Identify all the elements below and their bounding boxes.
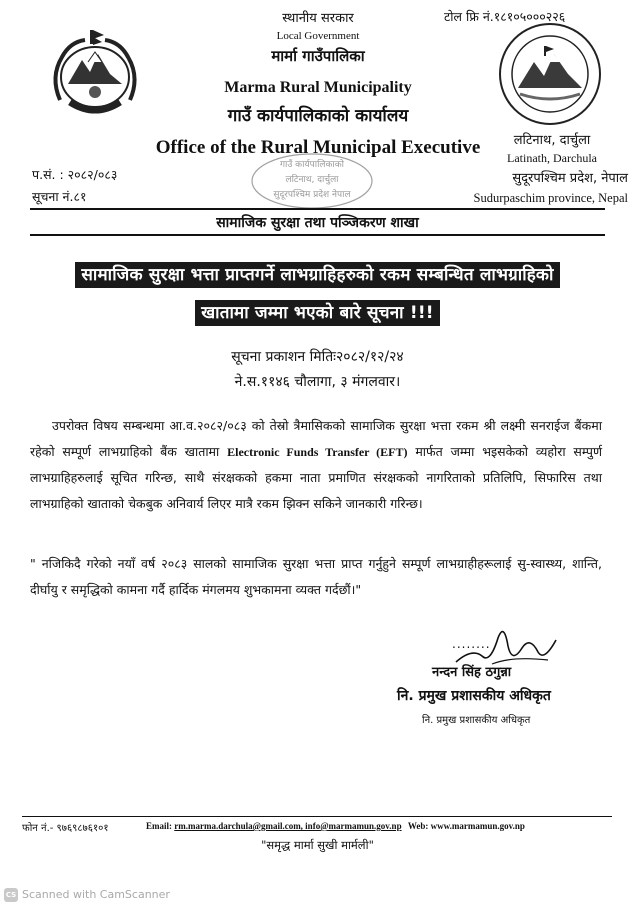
footer-contacts bbox=[146, 821, 525, 831]
section-name: सामाजिक सुरक्षा तथा पञ्जिकरण शाखा bbox=[216, 215, 419, 231]
signatory-name: नन्दन सिंह ठगुन्ना bbox=[432, 665, 512, 680]
notice-number: सूचना नं.८१ bbox=[32, 189, 87, 204]
province-np: सुदूरपश्चिम प्रदेश, नेपाल bbox=[512, 171, 628, 186]
reference-number: प.सं. : २०८२/०८३ bbox=[32, 167, 118, 182]
camscanner-logo bbox=[4, 888, 18, 902]
municipality-name-np: मार्मा गाउँपालिका bbox=[271, 47, 365, 65]
signatory-title-stamp: नि. प्रमुख प्रशासकीय अधिकृत bbox=[422, 715, 531, 726]
notice-title-line-1-wrap bbox=[0, 262, 635, 285]
notice-paragraph-1 bbox=[30, 413, 602, 517]
stamp-line-1: गाउँ कार्यपालिकाको bbox=[279, 160, 345, 170]
camscanner-label: Scanned with CamScanner bbox=[22, 888, 170, 901]
notice-title-line-1: सामाजिक सुरक्षा भत्ता प्राप्तगर्ने लाभग्राहिहरुको रकम सम्बन्धित लाभग्राहिको bbox=[75, 262, 559, 288]
office-name-np: गाउँ कार्यपालिकाको कार्यालय bbox=[227, 106, 409, 126]
municipality-seal-logo bbox=[498, 22, 602, 126]
local-government-np: स्थानीय सरकार bbox=[282, 11, 354, 26]
nepal-emblem-logo bbox=[40, 22, 150, 132]
footer-web-label: Web: bbox=[407, 821, 429, 831]
notice-title-line-2-wrap bbox=[0, 300, 635, 323]
toll-free-number: टोल फ्रि नं.१८१०५०००२२६ bbox=[444, 9, 566, 24]
footer-divider bbox=[22, 816, 612, 817]
camscanner-logo-text: CS bbox=[5, 891, 17, 899]
footer-website[interactable]: www.marmamun.gov.np bbox=[430, 821, 525, 831]
province-en: Sudurpaschim province, Nepal bbox=[473, 191, 628, 205]
eft-label: Electronic Funds Transfer (EFT) bbox=[227, 445, 408, 459]
office-stamp bbox=[250, 152, 374, 210]
notice-title-line-2: खातामा जम्मा भएको बारे सूचना !!! bbox=[195, 300, 440, 326]
location-en: Latinath, Darchula bbox=[507, 151, 597, 165]
stamp-line-2: लटिनाथ, दार्चुला bbox=[285, 175, 339, 185]
notice-paragraph-1-part-a: उपरोक्त विषय सम्बन्धमा आ.व.२०८२/०८३ को तेस्रो त्रैमासिकको सामाजिक सुरक्षा भत्ता रकम श्री लक्ष्मी सनराईज बैंकमा रहेको सम्पूर्ण लाभग्राहिको बैंक खातामा bbox=[30, 418, 602, 459]
office-name-en: Office of the Rural Municipal Executive bbox=[155, 137, 481, 158]
notice-paragraph-1-part-b: मार्फत जम्मा भइसकेको व्यहोरा सम्पुर्ण लाभग्राहिहरुलाई सूचित गरिन्छ, साथै संरक्षकको हकमा नाता प्रमाणित संरक्षकको नागरिताको प्रतिलिपि, सिफारिस तथा लाभग्राहिको खाताको चेकबुक अनिवार्य लिएर मात्रै रकम झिक्न सकिने जानकारी गरिन्छ। bbox=[30, 444, 602, 511]
publication-date: सूचना प्रकाशन मितिः२०८२/१२/२४ bbox=[231, 349, 404, 365]
section-divider bbox=[30, 234, 605, 236]
local-government-en: Local Government bbox=[276, 30, 360, 42]
notice-paragraph-2: " नजिकिदै गरेको नयाँ वर्ष २०८३ सालको सामाजिक सुरक्षा भत्ता प्राप्त गर्नुहुने सम्पूर्ण लाभग्राहीहरूलाई सु-स्वास्थ्य, शान्ति, दीर्घायु र समृद्धिको कामना गर्दै हार्दिक मंगलमय शुभकामना व्यक्त गर्दछौं।" bbox=[30, 556, 602, 597]
signatory-title: नि. प्रमुख प्रशासकीय अधिकृत bbox=[397, 688, 551, 704]
footer-slogan: "समृद्ध मार्मा सुखी मार्मली" bbox=[261, 838, 374, 852]
publication-date-nepal-sambat: ने.स.११४६ चौलागा, ३ मंगलवार। bbox=[234, 374, 401, 390]
footer-email[interactable]: rm.marma.darchula@gmail.com, info@marmamun.gov.np bbox=[174, 821, 402, 831]
footer-phone: फोन नं.- ९७६९८७६१०१ bbox=[22, 823, 109, 834]
signature-dots: ........ bbox=[452, 637, 491, 651]
header-divider bbox=[30, 208, 605, 210]
stamp-line-3: सुदूरपश्चिम प्रदेश नेपाल bbox=[273, 190, 351, 200]
location-np: लटिनाथ, दार्चुला bbox=[513, 133, 591, 148]
footer-email-label: Email: bbox=[146, 821, 172, 831]
municipality-name-en: Marma Rural Municipality bbox=[224, 79, 412, 96]
